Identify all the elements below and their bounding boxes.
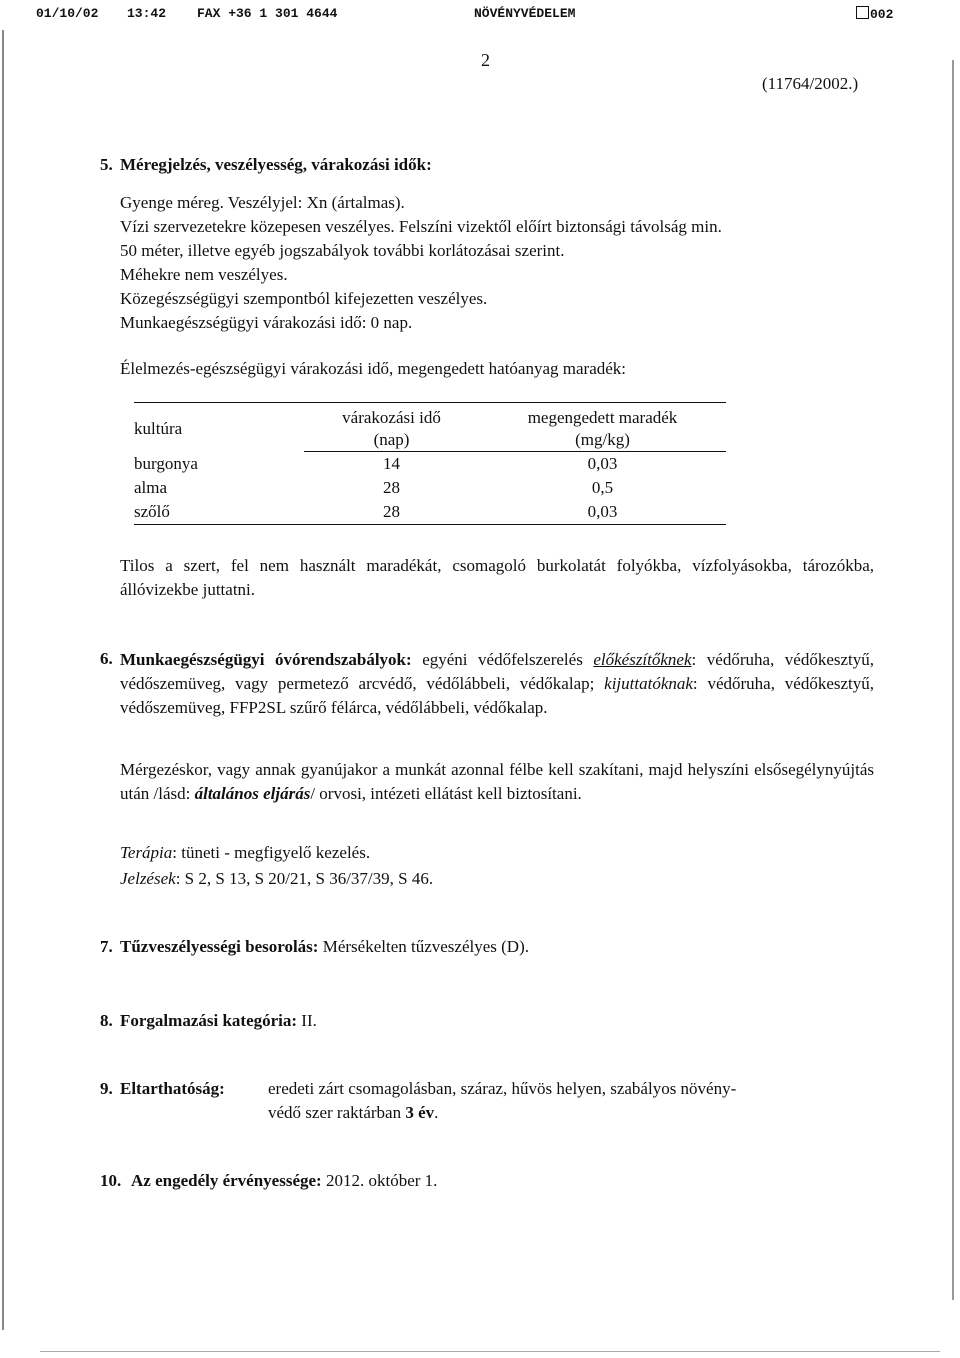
- scan-edge-left: [2, 30, 4, 1330]
- table-row: [134, 452, 726, 477]
- section5-line: Munkaegészségügyi várakozási idő: 0 nap.: [120, 313, 413, 332]
- section7-line: [120, 937, 529, 957]
- column-unit-days: (nap): [304, 429, 479, 452]
- section6-paragraph2: [120, 758, 874, 806]
- section5-line: Méhekre nem veszélyes.: [120, 265, 288, 284]
- section10-title: Az engedély érvényessége:: [131, 1171, 322, 1190]
- table-cell: 0,5: [591, 478, 614, 497]
- table-row: [134, 476, 726, 500]
- scan-edge-right: [952, 60, 954, 1300]
- table-row: [134, 500, 726, 525]
- prohibition-text: Tilos a szert, fel nem használt maradékát, csomagoló burkolatát folyókba, vízfolyásokba, tározókba, állóvizekbe juttatni.: [120, 556, 874, 599]
- section6-text: egyéni védőfelszerelés: [422, 650, 583, 669]
- section9-title: Eltarthatóság:: [120, 1079, 225, 1098]
- section9-text: védő szer raktárban: [268, 1103, 402, 1122]
- section7-value: Mérsékelten tűzveszélyes (D).: [322, 937, 529, 956]
- section5-number: 5.: [100, 155, 113, 174]
- table-cell: 0,03: [587, 454, 618, 473]
- column-header-waiting: várakozási idő: [304, 403, 479, 430]
- section7-number: 7.: [100, 937, 113, 956]
- shelf-life: 3 év: [405, 1103, 435, 1122]
- table-cell: alma: [134, 478, 168, 497]
- fax-header: [0, 6, 960, 26]
- column-header-residue: megengedett maradék: [479, 403, 726, 430]
- section5-line: Vízi szervezetekre közepesen veszélyes. Felszíni vizektől előírt biztonsági távolság min.: [120, 217, 722, 236]
- applicators-label: kijuttatóknak: [604, 674, 693, 693]
- table-cell: 0,03: [479, 500, 726, 525]
- section6-text: : védőruha, védőkesztyű, védőszemüveg, FFP2SL szűrő félárca, védőlábbeli, védőkalap.: [120, 674, 874, 717]
- section5-line: Közegészségügyi szempontból kifejezetten veszélyes.: [120, 289, 488, 308]
- residue-heading: Élelmezés-egészségügyi várakozási idő, megengedett hatóanyag maradék:: [120, 359, 627, 378]
- section5-title: Méregjelzés, veszélyesség, várakozási idők:: [120, 155, 432, 174]
- section8-line: [120, 1011, 317, 1031]
- marks-label: Jelzések: [120, 869, 176, 888]
- section10-value: 2012. október 1.: [325, 1171, 438, 1190]
- section9-line2: [268, 1103, 438, 1123]
- fax-page: [856, 6, 893, 22]
- table-cell: 14: [383, 454, 400, 473]
- table-cell: burgonya: [134, 453, 198, 473]
- column-header-crop: kultúra: [134, 403, 304, 452]
- fax-date: 01/10/02: [36, 6, 99, 21]
- section10-number: 10.: [100, 1171, 122, 1190]
- section9-line1: eredeti zárt csomagolásban, száraz, hűvös helyen, szabályos növény-: [268, 1079, 737, 1098]
- general-procedure: általános eljárás: [194, 784, 311, 803]
- marks-line: [120, 869, 433, 889]
- section9-text: .: [434, 1103, 439, 1122]
- fax-time: 13:42: [127, 6, 167, 21]
- table-cell: szőlő: [134, 500, 304, 525]
- fax-page-number: 002: [870, 7, 894, 22]
- section7-title: Tűzveszélyességi besorolás:: [120, 937, 319, 956]
- preparers-label: előkészítőknek: [593, 650, 692, 669]
- fax-number: FAX +36 1 301 4644: [197, 6, 338, 21]
- scan-edge-bottom: [40, 1351, 940, 1352]
- section10-line: [131, 1171, 437, 1191]
- marks-text: : S 2, S 13, S 20/21, S 36/37/39, S 46.: [175, 869, 434, 888]
- section9-number: 9.: [100, 1079, 113, 1098]
- section6-title: Munkaegészségügyi óvórendszabályok:: [120, 650, 412, 669]
- document-reference: (11764/2002.): [762, 74, 859, 93]
- table-cell: 28: [304, 500, 479, 525]
- section8-value: II.: [301, 1011, 317, 1030]
- therapy-text: : tüneti - megfigyelő kezelés.: [172, 843, 371, 862]
- table-cell: 28: [383, 478, 400, 497]
- residue-table: [134, 402, 726, 525]
- fax-sender: NÖVÉNYVÉDELEM: [474, 6, 576, 21]
- fax-page-icon: [856, 6, 869, 19]
- section8-number: 8.: [100, 1011, 113, 1030]
- therapy-label: Terápia: [120, 843, 173, 862]
- section6-paragraph1: [120, 648, 874, 720]
- section5-line: 50 méter, illetve egyéb jogszabályok további korlátozásai szerint.: [120, 241, 565, 260]
- column-unit-mgkg: (mg/kg): [479, 429, 726, 452]
- section6-text: : védőruha, védőkesztyű, védőszemüveg, vagy permetező arcvédő, védőlábbeli, védőkalap;: [120, 650, 875, 693]
- section8-title: Forgalmazási kategória:: [120, 1011, 298, 1030]
- section6-text: / orvosi, intézeti ellátást kell biztosítani.: [310, 784, 582, 803]
- section6-number: 6.: [100, 649, 113, 668]
- page-number: 2: [481, 50, 490, 70]
- section6-text: Mérgezéskor, vagy annak gyanújakor a munkát azonnal félbe kell szakítani, majd helyszíni elsősegélynyújtás után /lásd:: [120, 760, 874, 803]
- therapy-line: [120, 843, 370, 863]
- section5-line: Gyenge méreg. Veszélyjel: Xn (ártalmas).: [120, 193, 405, 212]
